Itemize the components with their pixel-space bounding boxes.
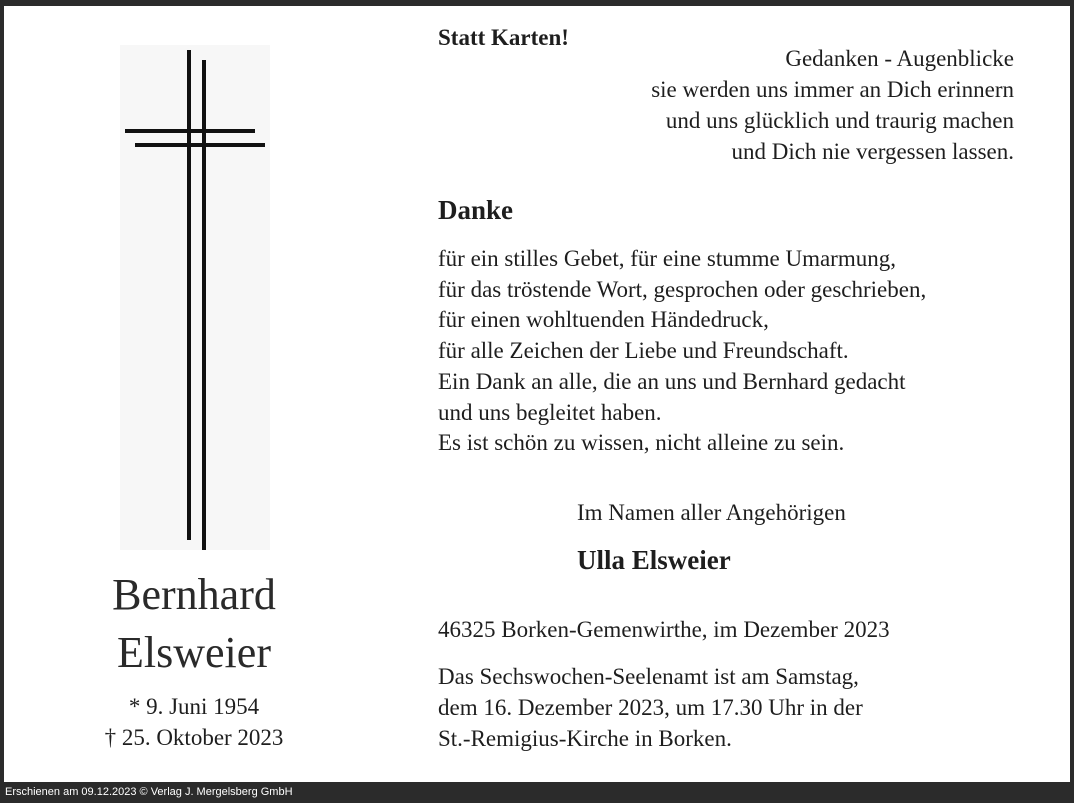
thanks-line: für ein stilles Gebet, für eine stumme Umarmung, <box>438 246 896 271</box>
mass-line: dem 16. Dezember 2023, um 17.30 Uhr in der <box>438 695 863 720</box>
poem-line: und Dich nie vergessen lassen. <box>731 139 1014 164</box>
place-date: 46325 Borken-Gemenwirthe, im Dezember 2023 <box>438 617 890 642</box>
thanks-line: für alle Zeichen der Liebe und Freundschaft. <box>438 338 849 364</box>
header-title: Statt Karten! <box>438 25 569 50</box>
mass-line: Das Sechswochen-Seelenamt ist am Samstag, <box>438 664 859 689</box>
thanks-line: für das tröstende Wort, gesprochen oder geschrieben, <box>438 276 927 302</box>
signature-name: Ulla Elsweier <box>577 545 731 575</box>
birth-date: * 9. Juni 1954 <box>128 694 260 719</box>
mass-info <box>438 661 863 754</box>
publication-footer: Erschienen am 09.12.2023 © Verlag J. Mergelsberg GmbH <box>5 786 293 798</box>
poem-line: Gedanken - Augenblicke <box>785 46 1014 71</box>
thanks-title: Danke <box>438 195 514 225</box>
thanks-line: für einen wohltuenden Händedruck, <box>438 307 769 333</box>
signature-intro: Im Namen aller Angehörigen <box>577 500 846 525</box>
deceased-last-name: Elsweier <box>117 628 271 677</box>
thanks-body <box>438 244 926 459</box>
death-date: † 25. Oktober 2023 <box>104 725 284 750</box>
thanks-line: Ein Dank an alle, die an uns und Bernhard gedacht <box>438 368 906 394</box>
mass-line: St.-Remigius-Kirche in Borken. <box>438 726 732 751</box>
deceased-first-name: Bernhard <box>112 570 276 619</box>
poem-line: sie werden uns immer an Dich erinnern <box>651 77 1014 102</box>
poem-line: und uns glücklich und traurig machen <box>665 108 1014 133</box>
thanks-line: Es ist schön zu wissen, nicht alleine zu sein. <box>438 430 845 456</box>
poem <box>651 43 1014 167</box>
thanks-line: und uns begleitet haben. <box>438 399 662 425</box>
